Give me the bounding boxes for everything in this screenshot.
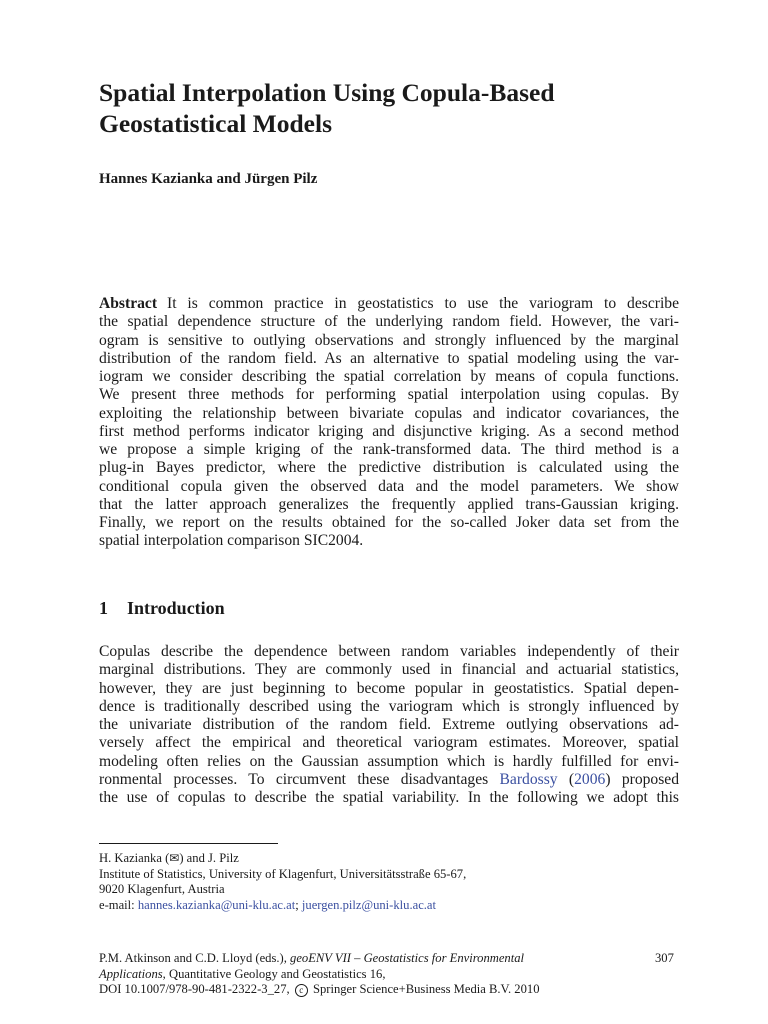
- intro-line: Copulas describe the dependence between random variables independently of their: [99, 643, 679, 660]
- section-title: Introduction: [127, 598, 225, 618]
- abstract: [99, 295, 679, 551]
- email-link-pilz[interactable]: juergen.pilz@uni-klu.ac.at: [301, 897, 437, 912]
- abstract-label: Abstract: [99, 295, 158, 312]
- email-link-kazianka[interactable]: hannes.kazianka@uni-klu.ac.at: [137, 897, 296, 912]
- abstract-line: the spatial dependence structure of the underlying random field. However, the vari-: [99, 313, 679, 331]
- footer-doi: DOI 10.1007/978-90-481-2322-3_27,: [99, 982, 293, 996]
- citation-year-link[interactable]: 2006: [574, 770, 606, 788]
- page-number: 307: [655, 951, 674, 965]
- intro-line: versely affect the empirical and theoretical variogram estimates. Moreover, spatial: [99, 734, 679, 752]
- footnote-authors: [99, 851, 679, 867]
- abstract-line: spatial interpolation comparison SIC2004.: [99, 532, 364, 550]
- introduction-body: [99, 643, 679, 807]
- footnote-institute: Institute of Statistics, University of Klagenfurt, Universitätsstraße 65-67,: [99, 866, 467, 881]
- abstract-line: Finally, we report on the results obtained for the so-called Joker data set from the: [99, 514, 679, 531]
- intro-line: modeling often relies on the Gaussian assumption which is hardly fulfilled for envi-: [99, 752, 679, 770]
- abstract-line: iogram we consider describing the spatial correlation by means of copula functions.: [99, 368, 679, 385]
- footnote-text: H. Kazianka (: [99, 851, 170, 865]
- footer-text: Springer Science+Business Media B.V. 2010: [309, 982, 540, 996]
- intro-line-citation: [99, 771, 679, 789]
- intro-text: (: [557, 770, 575, 788]
- footer-line-3: [99, 982, 679, 998]
- intro-line: however, they are just beginning to become popular in geostatistics. Spatial depen-: [99, 679, 679, 697]
- footnote-rule: [99, 843, 278, 844]
- abstract-line: plug-in Bayes predictor, where the predictive distribution is calculated using the: [99, 459, 679, 477]
- abstract-line: conditional copula given the observed data and the model parameters. We show: [99, 477, 679, 495]
- abstract-line: distribution of the random field. As an alternative to spatial modeling using the var-: [99, 349, 679, 367]
- footer-book-title: geoENV VII – Geostatistics for Environmental: [290, 951, 525, 965]
- abstract-line: we propose a simple kriging of the rank-transformed data. The third method is a: [99, 441, 679, 458]
- intro-line: the univariate distribution of the random field. Extreme outlying observations ad-: [99, 716, 679, 733]
- abstract-line: that the latter approach generalizes the frequently applied trans-Gaussian kriging.: [99, 495, 679, 513]
- abstract-line: exploiting the relationship between bivariate copulas and indicator covariances, the: [99, 404, 679, 422]
- footer-text: P.M. Atkinson and C.D. Lloyd (eds.),: [99, 951, 291, 965]
- title-line-2: Geostatistical Models: [99, 109, 332, 138]
- citation-author-link[interactable]: Bardossy: [499, 770, 558, 788]
- footer-text: , Quantitative Geology and Geostatistics 16,: [162, 966, 386, 981]
- paper-title: [99, 77, 699, 139]
- footnote-address: 9020 Klagenfurt, Austria: [99, 882, 225, 896]
- abstract-line-1: [99, 295, 679, 313]
- section-heading-introduction: [99, 598, 225, 619]
- citation-footer: [99, 951, 679, 998]
- footnote-text: ) and J. Pilz: [179, 851, 239, 865]
- footer-line-1: [99, 951, 679, 967]
- footer-line-2: [99, 967, 679, 983]
- footer-book-title: Applications: [99, 966, 163, 981]
- copyright-icon: c: [295, 984, 308, 997]
- intro-text: ) proposed: [605, 770, 680, 788]
- abstract-text: It is common practice in geostatistics to use the variogram to describe: [167, 295, 679, 312]
- email-separator: ;: [295, 897, 302, 912]
- title-line-1: Spatial Interpolation Using Copula-Based: [99, 78, 555, 107]
- intro-line: the use of copulas to describe the spatial variability. In the following we adopt this: [99, 789, 679, 806]
- intro-line: marginal distributions. They are commonly used in financial and actuarial statistics,: [99, 661, 679, 679]
- footnote-emails: [99, 898, 679, 914]
- intro-line: dence is traditionally described using the variogram which is strongly influenced by: [99, 697, 679, 715]
- section-number: 1: [99, 598, 108, 618]
- abstract-line: first method performs indicator kriging and disjunctive kriging. As a second method: [99, 422, 679, 440]
- envelope-icon: ✉: [169, 851, 180, 865]
- abstract-line: We present three methods for performing spatial interpolation using copulas. By: [99, 386, 679, 404]
- authors: Hannes Kazianka and Jürgen Pilz: [99, 171, 318, 187]
- intro-text: ronmental processes. To circumvent these disadvantages: [99, 770, 500, 788]
- email-label: e-mail:: [99, 897, 138, 912]
- affiliation-footnote: [99, 851, 679, 913]
- abstract-line: ogram is sensitive to outlying observations and strongly influenced by the marginal: [99, 331, 679, 349]
